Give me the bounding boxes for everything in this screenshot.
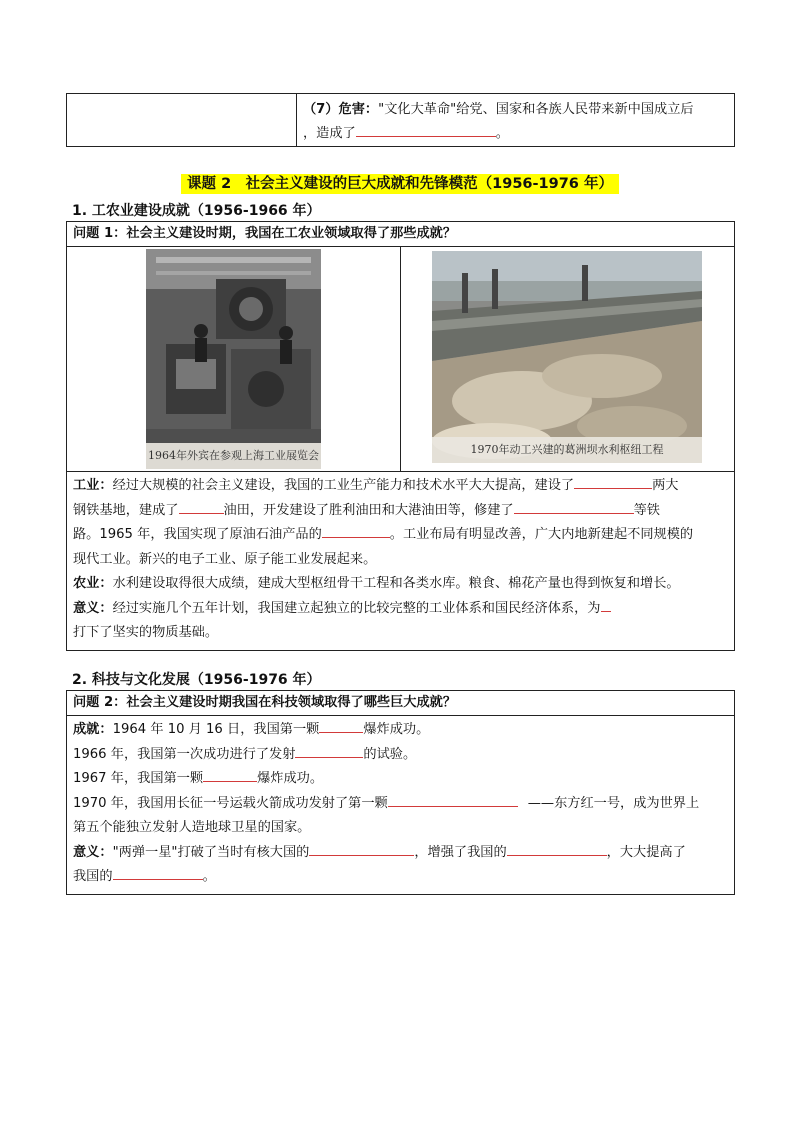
harm-line2-post: 。 bbox=[495, 126, 509, 141]
industry-text-3: 钢铁基地，建成了 bbox=[73, 502, 179, 518]
lesson-title-wrap bbox=[0, 172, 800, 193]
blank-missile[interactable] bbox=[295, 745, 363, 758]
question1: 问题 1：社会主义建设时期，我国在工农业领域取得了那些成就？ bbox=[73, 226, 457, 241]
blank-international-status[interactable] bbox=[113, 867, 203, 880]
harm-box bbox=[66, 93, 735, 147]
tech-line2-post: 的试验。 bbox=[363, 746, 417, 762]
industry-text-7: 。工业布局有明显改善，广大内地新建起不同规模的 bbox=[389, 527, 694, 542]
tech-line1-post: 爆炸成功。 bbox=[363, 722, 430, 737]
tech-line4-post: ——东方红一号，成为世界上 bbox=[527, 795, 700, 811]
tech-line1-pre: 1964 年 10 月 16 日，我国第一颗 bbox=[112, 722, 320, 737]
exhibition-scene bbox=[146, 249, 321, 469]
tech-line3-pre: 1967 年，我国第一颗 bbox=[73, 771, 204, 786]
significance2-text-1: "两弹一星"打破了当时有核大国的 bbox=[112, 844, 310, 860]
blank-nuclear-monopoly[interactable] bbox=[309, 843, 414, 856]
tech-line2 bbox=[73, 743, 728, 768]
blank-national-defense[interactable] bbox=[507, 843, 607, 856]
photo2-cell bbox=[401, 247, 735, 472]
agriculture-para bbox=[73, 572, 728, 597]
photo-industrial-exhibition bbox=[146, 249, 321, 469]
harm-line1: "文化大革命"给党、国家和各族人民带来新中国成立后 bbox=[378, 102, 694, 117]
harm-right-cell bbox=[297, 94, 735, 147]
industry-text-4: 油田，开发建设了胜利油田和大港油田等，修建了 bbox=[223, 502, 514, 518]
industry-text-5: 等铁 bbox=[633, 502, 660, 518]
significance2-text-2: ，增强了我国的 bbox=[414, 844, 507, 860]
agriculture-label: 农业： bbox=[73, 576, 113, 591]
photo1-caption: 1964年外宾在参观上海工业展览会 bbox=[146, 443, 321, 469]
blank-industrialization[interactable] bbox=[601, 599, 611, 612]
photo1-cell bbox=[67, 247, 401, 472]
section1-heading: 1. 工农业建设成就（1956-1966 年） bbox=[72, 203, 321, 219]
harm-line2-pre: ，造成了 bbox=[303, 126, 356, 141]
significance2-label: 意义： bbox=[73, 844, 113, 860]
achievement-label: 成就： bbox=[73, 722, 113, 737]
significance2-text-4: 我国的 bbox=[73, 869, 113, 884]
achievements1-cell bbox=[67, 472, 735, 651]
tech-line4-pre: 1970 年，我国用长征一号运载火箭成功发射了第一颗 bbox=[73, 795, 388, 811]
question1-cell bbox=[67, 222, 735, 247]
blank-self-sufficiency[interactable] bbox=[322, 525, 390, 538]
lesson-title: 课题 2 社会主义建设的巨大成就和先锋模范（1956-1976 年） bbox=[181, 174, 619, 194]
photo2-caption: 1970年动工兴建的葛洲坝水利枢纽工程 bbox=[432, 437, 702, 463]
blank-hydrogen-bomb[interactable] bbox=[203, 769, 257, 782]
industry-line2 bbox=[73, 499, 728, 524]
industry-line3 bbox=[73, 523, 728, 548]
industry-label: 工业： bbox=[73, 478, 113, 493]
blank-atomic-bomb[interactable] bbox=[319, 720, 363, 733]
industry-para bbox=[73, 474, 728, 499]
tech-line3-post: 爆炸成功。 bbox=[257, 771, 324, 786]
harm-label: （7）危害： bbox=[303, 102, 379, 117]
achievements2-cell bbox=[67, 716, 735, 895]
tech-line3 bbox=[73, 767, 728, 792]
industry-line4: 现代工业。新兴的电子工业、原子能工业发展起来。 bbox=[73, 551, 377, 567]
section2-table bbox=[66, 690, 735, 895]
significance1-text-1: 经过实施几个五年计划，我国建立起独立的比较完整的工业体系和国民经济体系，为 bbox=[112, 600, 601, 616]
agriculture-text: 水利建设取得很大成绩，建成大型枢纽骨干工程和各类水库。粮食、棉花产量也得到恢复和增长。 bbox=[112, 576, 680, 591]
industry-text-6: 路。1965 年，我国实现了原油石油产品的 bbox=[73, 527, 322, 542]
blank-oilfield[interactable] bbox=[179, 501, 224, 514]
question2: 问题 2：社会主义建设时期我国在科技领域取得了哪些巨大成就？ bbox=[73, 695, 457, 710]
tech-line5: 第五个能独立发射人造地球卫星的国家。 bbox=[73, 820, 311, 835]
section1-table bbox=[66, 221, 735, 651]
tech-line4 bbox=[73, 792, 728, 817]
blank-satellite[interactable] bbox=[388, 794, 518, 807]
significance1-line2: 打下了坚实的物质基础。 bbox=[73, 625, 219, 640]
section2-heading: 2. 科技与文化发展（1956-1976 年） bbox=[72, 672, 321, 688]
question2-cell bbox=[67, 691, 735, 716]
blank-railway[interactable] bbox=[514, 501, 634, 514]
significance1-label: 意义： bbox=[73, 600, 113, 616]
dam-scene bbox=[432, 251, 702, 463]
harm-blank[interactable] bbox=[356, 124, 496, 137]
blank-steel-bases[interactable] bbox=[574, 476, 652, 489]
photo-gezhouba-dam bbox=[432, 251, 702, 463]
significance2-para bbox=[73, 841, 728, 866]
industry-text-1: 经过大规模的社会主义建设，我国的工业生产能力和技术水平大大提高，建设了 bbox=[112, 478, 575, 493]
significance2-text-3: ，大大提高了 bbox=[606, 844, 686, 860]
significance2-line2 bbox=[73, 865, 728, 890]
tech-line1 bbox=[73, 718, 728, 743]
harm-left-cell bbox=[67, 94, 297, 147]
tech-line2-pre: 1966 年，我国第一次成功进行了发射 bbox=[73, 746, 296, 762]
significance2-text-5: 。 bbox=[202, 869, 216, 884]
industry-text-2: 两大 bbox=[652, 478, 679, 493]
significance1-para bbox=[73, 597, 728, 622]
